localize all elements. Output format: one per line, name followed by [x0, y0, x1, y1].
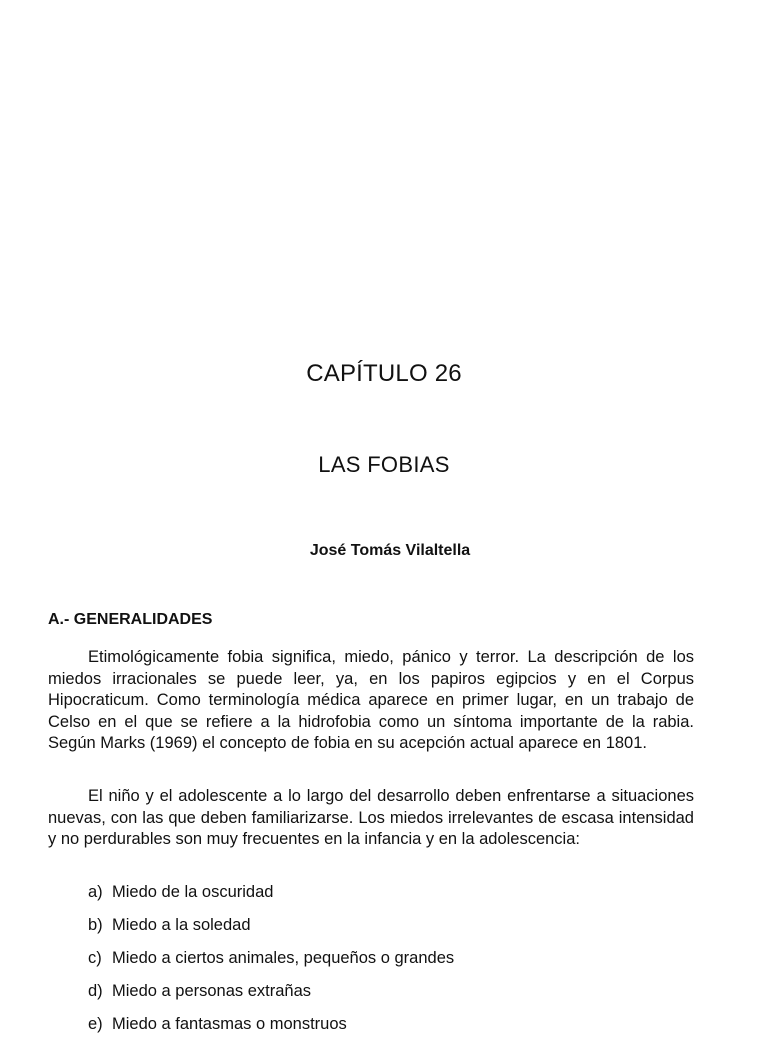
- list-marker: b): [88, 916, 103, 934]
- chapter-number: CAPÍTULO 26: [306, 360, 462, 387]
- list-marker: e): [88, 1015, 103, 1033]
- list-marker: a): [88, 883, 103, 901]
- list-marker: c): [88, 949, 102, 967]
- chapter-title: LAS FOBIAS: [318, 452, 450, 477]
- paragraph-text: Etimológicamente fobia significa, miedo, pánico y terror. La descripción de los miedos irracionales se puede leer, ya, en los papiros egipcios y en el Corpus Hipocraticum. Como terminología médica aparece en primer lugar, en un trabajo de Celso en el que se refiere a la hidrofobia como un síntoma importante de la rabia. Según Marks (1969) el concepto de fobia en su acepción actual aparece en 1801.: [48, 648, 694, 752]
- list-item-text: Miedo a la soledad: [112, 916, 251, 934]
- section-heading: A.- GENERALIDADES: [48, 611, 213, 628]
- list-marker: d): [88, 982, 103, 1000]
- list-item: [88, 914, 454, 947]
- list-item: [88, 881, 454, 914]
- paragraph-2: [48, 786, 694, 851]
- paragraph-1: [48, 647, 694, 755]
- list-item: [88, 980, 454, 1013]
- list-item-text: Miedo a ciertos animales, pequeños o grandes: [112, 949, 455, 967]
- list-item: [88, 1013, 454, 1046]
- paragraph-text: El niño y el adolescente a lo largo del desarrollo deben enfrentarse a situaciones nuevas, con las que deben familiarizarse. Los miedos irrelevantes de escasa intensidad y no perdurables son muy frecuentes en la infancia y en la adolescencia:: [48, 787, 694, 848]
- fears-list: [88, 881, 454, 1046]
- list-item: [88, 947, 454, 980]
- list-item-text: Miedo a personas extrañas: [112, 982, 312, 1000]
- chapter-author: José Tomás Vilaltella: [309, 542, 471, 559]
- list-item-text: Miedo de la oscuridad: [112, 883, 274, 901]
- list-item-text: Miedo a fantasmas o monstruos: [112, 1015, 347, 1033]
